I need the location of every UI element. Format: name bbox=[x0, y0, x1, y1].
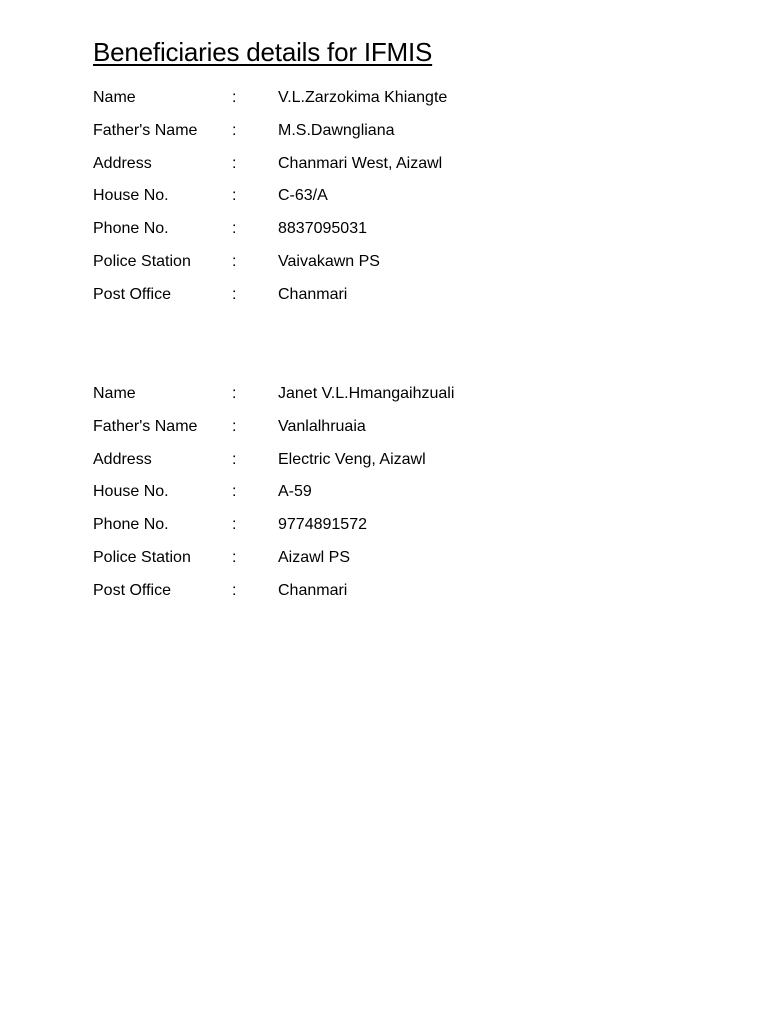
field-label-house-no: House No. bbox=[93, 483, 169, 501]
field-row-post-office bbox=[93, 579, 693, 612]
field-value-police-station: Aizawl PS bbox=[278, 548, 351, 566]
field-value-house-no: A-59 bbox=[278, 483, 312, 501]
field-row-house-no bbox=[93, 184, 693, 217]
field-label-police-station: Police Station bbox=[93, 548, 191, 566]
field-value-post-office: Chanmari bbox=[278, 285, 348, 303]
field-row-phone-no bbox=[93, 513, 693, 546]
field-separator: : bbox=[232, 516, 237, 534]
field-separator: : bbox=[232, 220, 237, 238]
field-row-house-no bbox=[93, 480, 693, 513]
field-label-post-office: Post Office bbox=[93, 581, 171, 599]
field-separator: : bbox=[232, 285, 237, 303]
field-separator: : bbox=[232, 121, 237, 139]
field-row-police-station bbox=[93, 546, 693, 579]
field-row-post-office bbox=[93, 283, 693, 316]
field-row-fathers-name bbox=[93, 415, 693, 448]
field-separator: : bbox=[232, 483, 237, 501]
field-label-fathers-name: Father's Name bbox=[93, 121, 198, 139]
field-row-name bbox=[93, 86, 693, 119]
field-row-police-station bbox=[93, 250, 693, 283]
field-label-phone-no: Phone No. bbox=[93, 220, 169, 238]
field-value-fathers-name: M.S.Dawngliana bbox=[278, 121, 395, 139]
field-label-police-station: Police Station bbox=[93, 252, 191, 270]
field-label-phone-no: Phone No. bbox=[93, 516, 169, 534]
field-label-post-office: Post Office bbox=[93, 285, 171, 303]
document-title: Beneficiaries details for IFMIS bbox=[93, 37, 433, 67]
field-separator: : bbox=[232, 187, 237, 205]
field-separator: : bbox=[232, 548, 237, 566]
field-label-name: Name bbox=[93, 385, 136, 402]
field-label-name: Name bbox=[93, 89, 136, 106]
field-row-name bbox=[93, 382, 693, 415]
field-separator: : bbox=[232, 252, 237, 270]
field-separator: : bbox=[232, 417, 237, 435]
field-value-post-office: Chanmari bbox=[278, 581, 348, 599]
field-value-phone-no: 9774891572 bbox=[278, 516, 367, 534]
field-value-address: Electric Veng, Aizawl bbox=[278, 450, 426, 468]
field-row-address bbox=[93, 448, 693, 481]
field-value-name: V.L.Zarzokima Khiangte bbox=[278, 89, 448, 106]
field-separator: : bbox=[232, 450, 237, 468]
beneficiary-record-2 bbox=[93, 382, 693, 612]
field-label-house-no: House No. bbox=[93, 187, 169, 205]
field-label-fathers-name: Father's Name bbox=[93, 417, 198, 435]
field-value-name: Janet V.L.Hmangaihzuali bbox=[278, 385, 455, 402]
field-value-address: Chanmari West, Aizawl bbox=[278, 154, 443, 172]
field-value-house-no: C-63/A bbox=[278, 187, 328, 205]
field-row-fathers-name bbox=[93, 119, 693, 152]
field-value-police-station: Vaivakawn PS bbox=[278, 252, 380, 270]
field-label-address: Address bbox=[93, 450, 152, 468]
field-value-fathers-name: Vanlalhruaia bbox=[278, 417, 366, 435]
field-separator: : bbox=[232, 385, 237, 402]
field-separator: : bbox=[232, 581, 237, 599]
field-row-address bbox=[93, 152, 693, 185]
field-row-phone-no bbox=[93, 217, 693, 250]
beneficiary-record-1 bbox=[93, 86, 693, 316]
field-value-phone-no: 8837095031 bbox=[278, 220, 367, 238]
field-label-address: Address bbox=[93, 154, 152, 172]
field-separator: : bbox=[232, 89, 237, 106]
field-separator: : bbox=[232, 154, 237, 172]
